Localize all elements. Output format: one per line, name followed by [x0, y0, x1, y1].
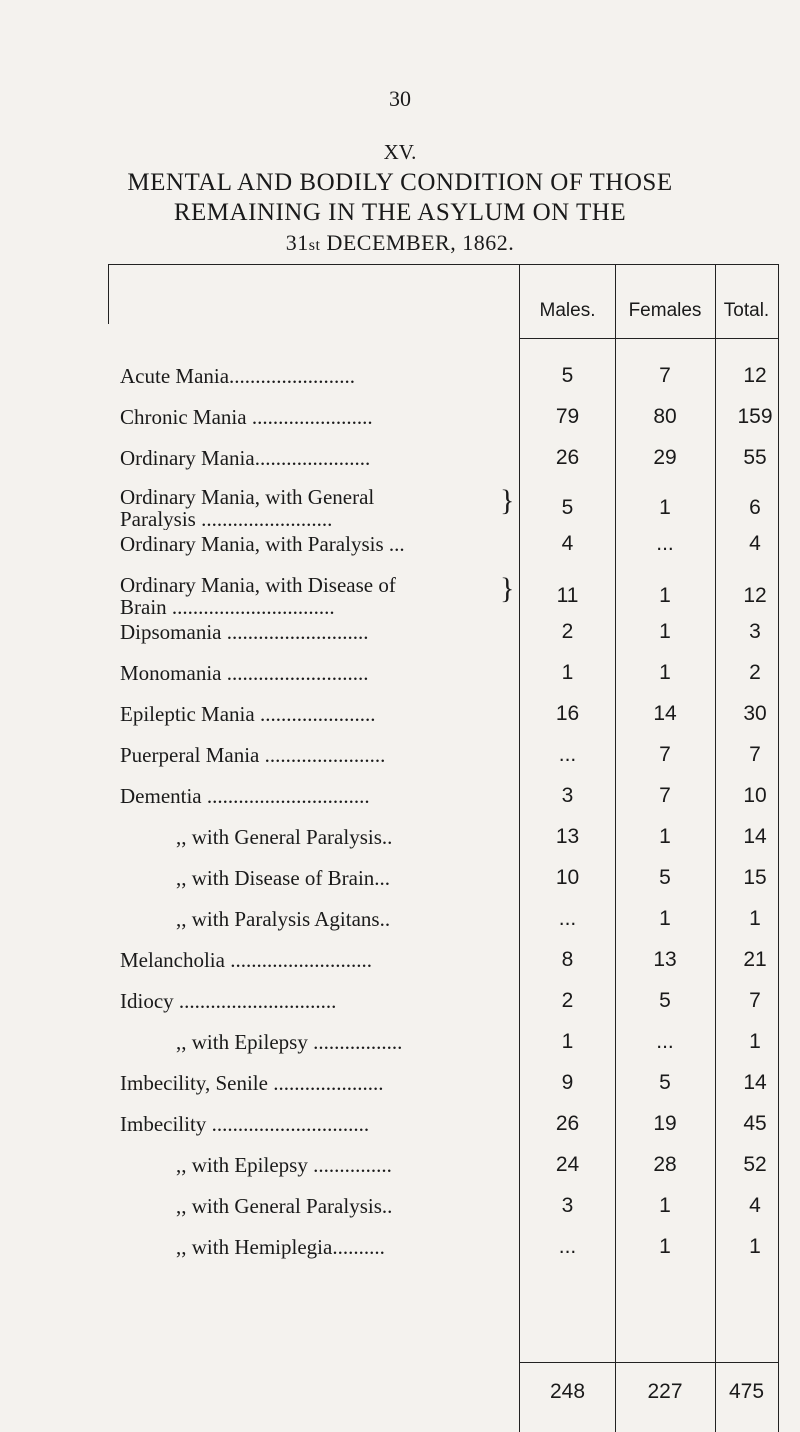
table-row	[0, 702, 800, 742]
row-label-text: Ordinary Mania, with Paralysis ...	[120, 532, 405, 556]
table-top-rule	[108, 264, 778, 265]
row-label	[120, 948, 515, 973]
row-label-text: ,, with Epilepsy	[176, 1030, 308, 1054]
table-title	[80, 168, 720, 261]
row-label-text: ,, with Hemiplegia	[176, 1235, 333, 1259]
cell-total: 15	[743, 866, 767, 889]
table-row	[0, 1153, 800, 1193]
table-row	[0, 989, 800, 1029]
table-row	[0, 572, 800, 618]
cell-males: 79	[555, 405, 580, 428]
cell-males: ...	[558, 907, 577, 930]
leader-dots: ......................	[254, 702, 376, 726]
table-row	[0, 907, 800, 947]
row-label	[176, 825, 515, 850]
cell-females: 28	[653, 1153, 677, 1176]
row-label-text: Ordinary Mania, with General	[120, 486, 375, 509]
cell-males: 5	[561, 496, 574, 519]
cell-females: 7	[659, 743, 671, 766]
header-males: Males.	[539, 300, 596, 321]
row-label	[176, 1194, 515, 1219]
cell-males: 9	[561, 1071, 574, 1094]
row-label	[120, 532, 515, 557]
cell-total: 55	[743, 446, 767, 469]
row-label	[176, 1030, 515, 1055]
cell-males: 24	[555, 1153, 580, 1176]
row-label-text: Ordinary Mania	[120, 446, 255, 470]
leader-dots: ...........................	[221, 620, 369, 644]
totals-rule	[520, 1362, 778, 1363]
row-label-text: ,, with General Paralysis..	[176, 825, 393, 849]
total-males: 248	[549, 1380, 586, 1403]
row-label	[120, 784, 515, 809]
cell-total: 14	[743, 1071, 767, 1094]
cell-females: 1	[659, 584, 671, 607]
cell-males: 26	[555, 1112, 580, 1135]
table-row	[0, 620, 800, 660]
table-row	[0, 743, 800, 783]
leader-dots: ...............................	[201, 784, 370, 808]
leader-dots: ........................	[229, 364, 356, 388]
left-rule	[108, 264, 109, 324]
cell-total: 7	[749, 743, 761, 766]
cell-males: 3	[561, 784, 574, 807]
table-row	[0, 1030, 800, 1070]
table-row	[0, 405, 800, 445]
row-label-text: Idiocy	[120, 989, 174, 1013]
row-label	[120, 702, 515, 727]
title-line-1: MENTAL AND BODILY CONDITION OF THOSE	[127, 169, 673, 196]
section-number: XV.	[383, 140, 417, 164]
cell-total: 1	[749, 1030, 761, 1053]
leader-dots: ......................	[254, 446, 371, 470]
row-label-text: Acute Mania	[120, 364, 230, 388]
cell-males: 11	[556, 584, 579, 607]
leader-dots: .........................	[195, 507, 333, 530]
cell-total: 45	[743, 1112, 767, 1135]
cell-males: 13	[555, 825, 580, 848]
cell-females: 13	[653, 948, 677, 971]
row-label-text: Dipsomania	[120, 620, 222, 644]
cell-females: 19	[653, 1112, 677, 1135]
cell-females: 5	[659, 989, 671, 1012]
cell-total: 4	[749, 532, 761, 555]
cell-total: 21	[743, 948, 767, 971]
leader-dots: .................	[307, 1030, 403, 1054]
page-number: 30	[389, 86, 411, 111]
total-total: 475	[728, 1380, 765, 1403]
leader-dots: .......................	[246, 405, 373, 429]
cell-males: 2	[561, 620, 574, 643]
bracket-glyph: }	[500, 484, 515, 517]
leader-dots: .......................	[259, 743, 386, 767]
leader-dots: .....................	[267, 1071, 384, 1095]
cell-total: 30	[743, 702, 767, 725]
cell-males: 1	[561, 1030, 574, 1053]
cell-total: 6	[749, 496, 761, 519]
row-label	[120, 661, 515, 686]
row-label	[120, 1112, 515, 1137]
cell-total: 10	[743, 784, 767, 807]
row-label	[176, 866, 515, 891]
header-total: Total.	[723, 300, 770, 321]
cell-females: ...	[656, 1030, 674, 1053]
cell-females: 1	[659, 907, 671, 930]
cell-females: 29	[653, 446, 677, 469]
table-row	[0, 484, 800, 530]
table-row	[0, 1194, 800, 1234]
cell-males: 26	[555, 446, 580, 469]
row-label-text: Chronic Mania	[120, 405, 247, 429]
cell-total: 4	[749, 1194, 761, 1217]
row-label	[120, 405, 515, 430]
cell-total: 1	[749, 907, 761, 930]
header-females: Females	[628, 300, 702, 321]
cell-total: 1	[749, 1235, 761, 1258]
cell-males: 4	[561, 532, 574, 555]
row-label-text: Ordinary Mania, with Disease of	[120, 574, 396, 597]
table-row	[0, 948, 800, 988]
leader-dots: ..........	[332, 1235, 385, 1259]
row-label	[176, 907, 515, 932]
row-label-text: ,, with Epilepsy	[176, 1153, 308, 1177]
table-row	[0, 1071, 800, 1111]
cell-females: 5	[659, 866, 671, 889]
leader-dots: ...........................	[224, 948, 372, 972]
leader-dots: ...........................	[221, 661, 369, 685]
table-row	[0, 364, 800, 404]
cell-females: 80	[653, 405, 677, 428]
cell-males: ...	[558, 1235, 577, 1258]
cell-males: 8	[561, 948, 574, 971]
header-rule	[520, 338, 778, 339]
title-line-3: 31st DECEMBER, 1862.	[285, 230, 515, 255]
row-label-text: ,, with Paralysis Agitans..	[176, 907, 391, 931]
cell-females: 1	[659, 1194, 671, 1217]
row-label	[120, 446, 515, 471]
row-label-text: Melancholia	[120, 948, 225, 972]
row-label	[120, 743, 515, 768]
cell-total: 14	[743, 825, 767, 848]
title-line-2: REMAINING IN THE ASYLUM ON THE	[173, 199, 627, 226]
cell-total: 7	[749, 989, 761, 1012]
row-label	[120, 1071, 515, 1096]
cell-total: 12	[743, 584, 767, 607]
cell-females: 7	[659, 364, 671, 387]
cell-females: 5	[659, 1071, 671, 1094]
row-label	[120, 486, 515, 530]
cell-males: 1	[561, 661, 574, 684]
table-row	[0, 661, 800, 701]
bracket-glyph: }	[500, 572, 515, 605]
total-females: 227	[647, 1380, 683, 1403]
cell-females: 1	[659, 1235, 671, 1258]
leader-dots: ...............	[307, 1153, 392, 1177]
table-row	[0, 532, 800, 572]
cell-males: 3	[561, 1194, 574, 1217]
row-label	[120, 364, 515, 389]
cell-males: 5	[561, 364, 574, 387]
row-label-continuation: Brain	[120, 595, 167, 618]
row-label	[176, 1235, 515, 1260]
leader-dots: ...............................	[166, 595, 335, 618]
cell-females: 7	[659, 784, 671, 807]
cell-males: 10	[555, 866, 580, 889]
cell-total: 3	[749, 620, 761, 643]
table-row	[0, 1235, 800, 1275]
leader-dots: ..............................	[206, 1112, 370, 1136]
cell-females: 1	[659, 496, 671, 519]
row-label	[120, 989, 515, 1014]
row-label-text: Monomania	[120, 661, 222, 685]
cell-total: 2	[749, 661, 761, 684]
row-label	[120, 574, 515, 618]
cell-males: ...	[558, 743, 577, 766]
table-row	[0, 1112, 800, 1152]
table-row	[0, 784, 800, 824]
row-label-text: ,, with Disease of Brain...	[176, 866, 391, 890]
table-row	[0, 825, 800, 865]
row-label-text: Epileptic Mania	[120, 702, 255, 726]
row-label-text: ,, with General Paralysis..	[176, 1194, 393, 1218]
cell-males: 2	[561, 989, 574, 1012]
leader-dots: ..............................	[173, 989, 337, 1013]
cell-total: 12	[743, 364, 767, 387]
row-label-text: Dementia	[120, 784, 202, 808]
row-label	[176, 1153, 515, 1178]
cell-females: 1	[659, 661, 671, 684]
cell-females: 1	[659, 620, 671, 643]
row-label-continuation: Paralysis	[120, 507, 196, 530]
cell-total: 52	[743, 1153, 767, 1176]
cell-total: 159	[737, 405, 773, 428]
table-row	[0, 866, 800, 906]
cell-females: ...	[656, 532, 674, 555]
cell-males: 16	[555, 702, 580, 725]
row-label-text: Imbecility, Senile	[120, 1071, 268, 1095]
table-row	[0, 446, 800, 486]
row-label	[120, 620, 515, 645]
row-label-text: Puerperal Mania	[120, 743, 260, 767]
cell-females: 1	[659, 825, 671, 848]
row-label-text: Imbecility	[120, 1112, 207, 1136]
cell-females: 14	[653, 702, 677, 725]
